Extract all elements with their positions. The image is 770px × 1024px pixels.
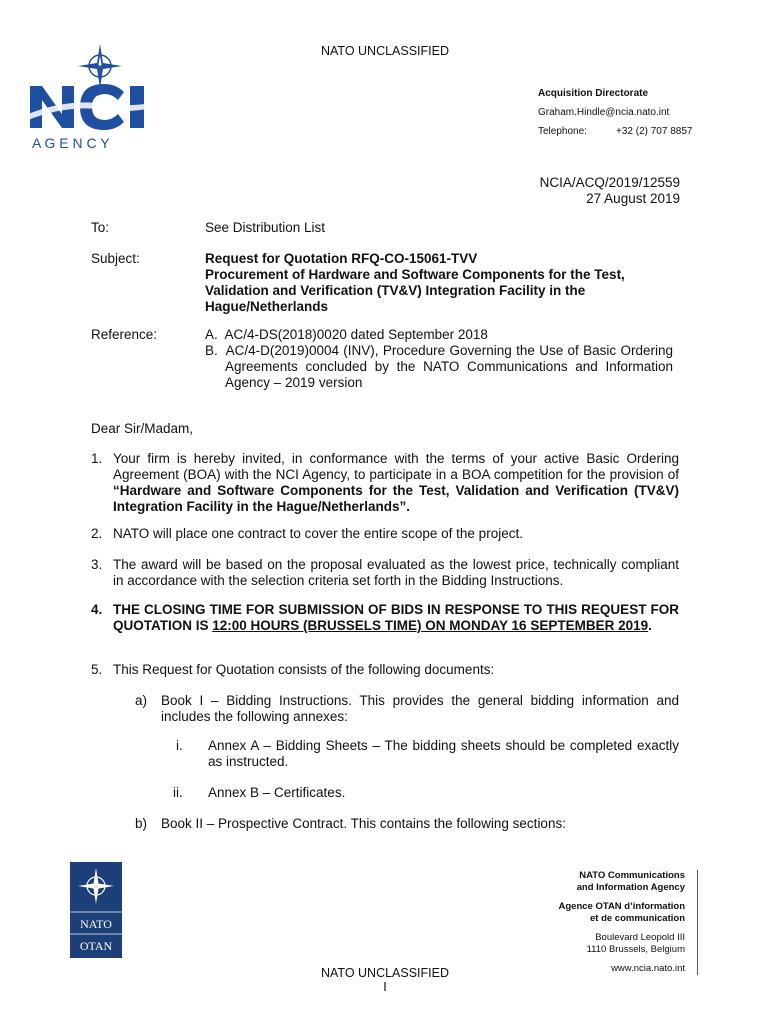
paragraph-number: 2.: [91, 526, 103, 541]
subject-line-2: Procurement of Hardware and Software Components for the Test, Validation and Verification (TV&V) Integration Facility in the Hague/Netherlands: [205, 267, 625, 314]
annex-text: Annex B – Certificates.: [208, 785, 346, 800]
paragraph-text: The award will be based on the proposal evaluated as the lowest price, technically compliant in accordance with the selection criteria set forth in the Bidding Instructions.: [113, 557, 679, 588]
reference-label: Reference:: [91, 327, 158, 342]
classification-footer: NATO UNCLASSIFIED: [320, 966, 450, 980]
letter-date: 27 August 2019: [586, 191, 680, 206]
reference-a: A. AC/4-DS(2018)0020 dated September 2018: [205, 327, 488, 342]
contact-email: Graham.Hindle@ncia.nato.int: [538, 107, 670, 118]
agency-name-fr-1: Agence OTAN d’information: [558, 901, 685, 912]
phone-number: +32 (2) 707 8857: [616, 126, 693, 137]
annex-item-i: [160, 738, 679, 770]
paragraph-number: 5.: [91, 662, 103, 677]
salutation: Dear Sir/Madam,: [91, 421, 194, 436]
agency-address-block: [559, 870, 699, 975]
address-city: 1110 Brussels, Belgium: [586, 944, 685, 955]
subject-label: Subject:: [91, 251, 140, 266]
subitem-text: Book I – Bidding Instructions. This provides the general bidding information and includes the following annexes:: [161, 693, 679, 724]
phone-label: Telephone:: [538, 126, 587, 137]
paragraph-5: [91, 662, 679, 678]
paragraph-number: 4.: [91, 602, 103, 617]
subitem-letter: b): [135, 816, 148, 831]
subitem-b: [135, 816, 679, 832]
reference-date-block: [540, 175, 680, 207]
subitem-letter: a): [135, 693, 148, 708]
annex-text: Annex A – Bidding Sheets – The bidding sheets should be completed exactly as instructed.: [208, 738, 679, 769]
subject-line-1: Request for Quotation RFQ-CO-15061-TVV: [205, 251, 478, 266]
closing-time-end: .: [648, 618, 652, 633]
paragraph-number: 3.: [91, 557, 103, 572]
nato-text: NATO: [80, 917, 112, 931]
subitem-text: Book II – Prospective Contract. This contains the following sections:: [161, 816, 566, 831]
directorate-name: Acquisition Directorate: [538, 88, 649, 99]
agency-website: www.ncia.nato.int: [611, 963, 685, 974]
annex-numeral: ii.: [173, 785, 183, 800]
contact-block: [538, 84, 692, 141]
paragraph-1: [91, 451, 679, 515]
paragraph-3: [91, 557, 679, 589]
subitem-a: [135, 693, 679, 725]
address-street: Boulevard Leopold III: [595, 932, 685, 943]
paragraph-text: NATO will place one contract to cover the entire scope of the project.: [113, 526, 523, 541]
annex-numeral: i.: [176, 738, 183, 753]
compass-star-icon: [78, 44, 122, 88]
to-value: See Distribution List: [205, 220, 326, 235]
contact-phone-row: [538, 122, 692, 141]
agency-name-en-1: NATO Communications: [579, 870, 685, 881]
otan-text: OTAN: [79, 939, 113, 953]
paragraph-text: This Request for Quotation consists of the following documents:: [113, 662, 495, 677]
reference-b: B. AC/4-D(2019)0004 (INV), Procedure Governing the Use of Basic Ordering Agreements concluded by the NATO Communications and Information Agency – 2019 version: [205, 343, 673, 390]
nci-agency-logo: [28, 40, 188, 152]
closing-time-deadline: 12:00 HOURS (BRUSSELS TIME) ON MONDAY 16 SEPTEMBER 2019: [212, 618, 649, 633]
paragraph-2: [91, 526, 679, 542]
paragraph-4: [91, 602, 679, 634]
paragraph-text: Your firm is hereby invited, in conformance with the terms of your active Basic Ordering Agreement (BOA) with the NCI Agency, to participate in a BOA competition for the provision of: [113, 451, 679, 482]
agency-name-fr-2: et de communication: [589, 913, 685, 924]
reference-list: [205, 327, 673, 391]
classification-header: NATO UNCLASSIFIED: [320, 44, 450, 58]
agency-name-en-2: and Information Agency: [576, 882, 685, 893]
logo-agency-text: A G E N C Y: [32, 135, 110, 151]
page-number: I: [383, 980, 387, 994]
nato-otan-logo: [70, 862, 122, 958]
closing-time-text: THE CLOSING TIME FOR SUBMISSION OF BIDS IN RESPONSE TO THIS REQUEST FOR QUOTATION IS: [113, 602, 679, 633]
to-label: To:: [91, 220, 110, 235]
reference-number: NCIA/ACQ/2019/12559: [539, 175, 680, 190]
subject-value: [205, 251, 673, 315]
paragraph-bold-text: “Hardware and Software Components for the Test, Validation and Verification (TV&V) Integration Facility in the Hague/Netherlands”.: [113, 483, 679, 514]
annex-item-ii: [160, 785, 679, 801]
paragraph-number: 1.: [91, 451, 103, 466]
